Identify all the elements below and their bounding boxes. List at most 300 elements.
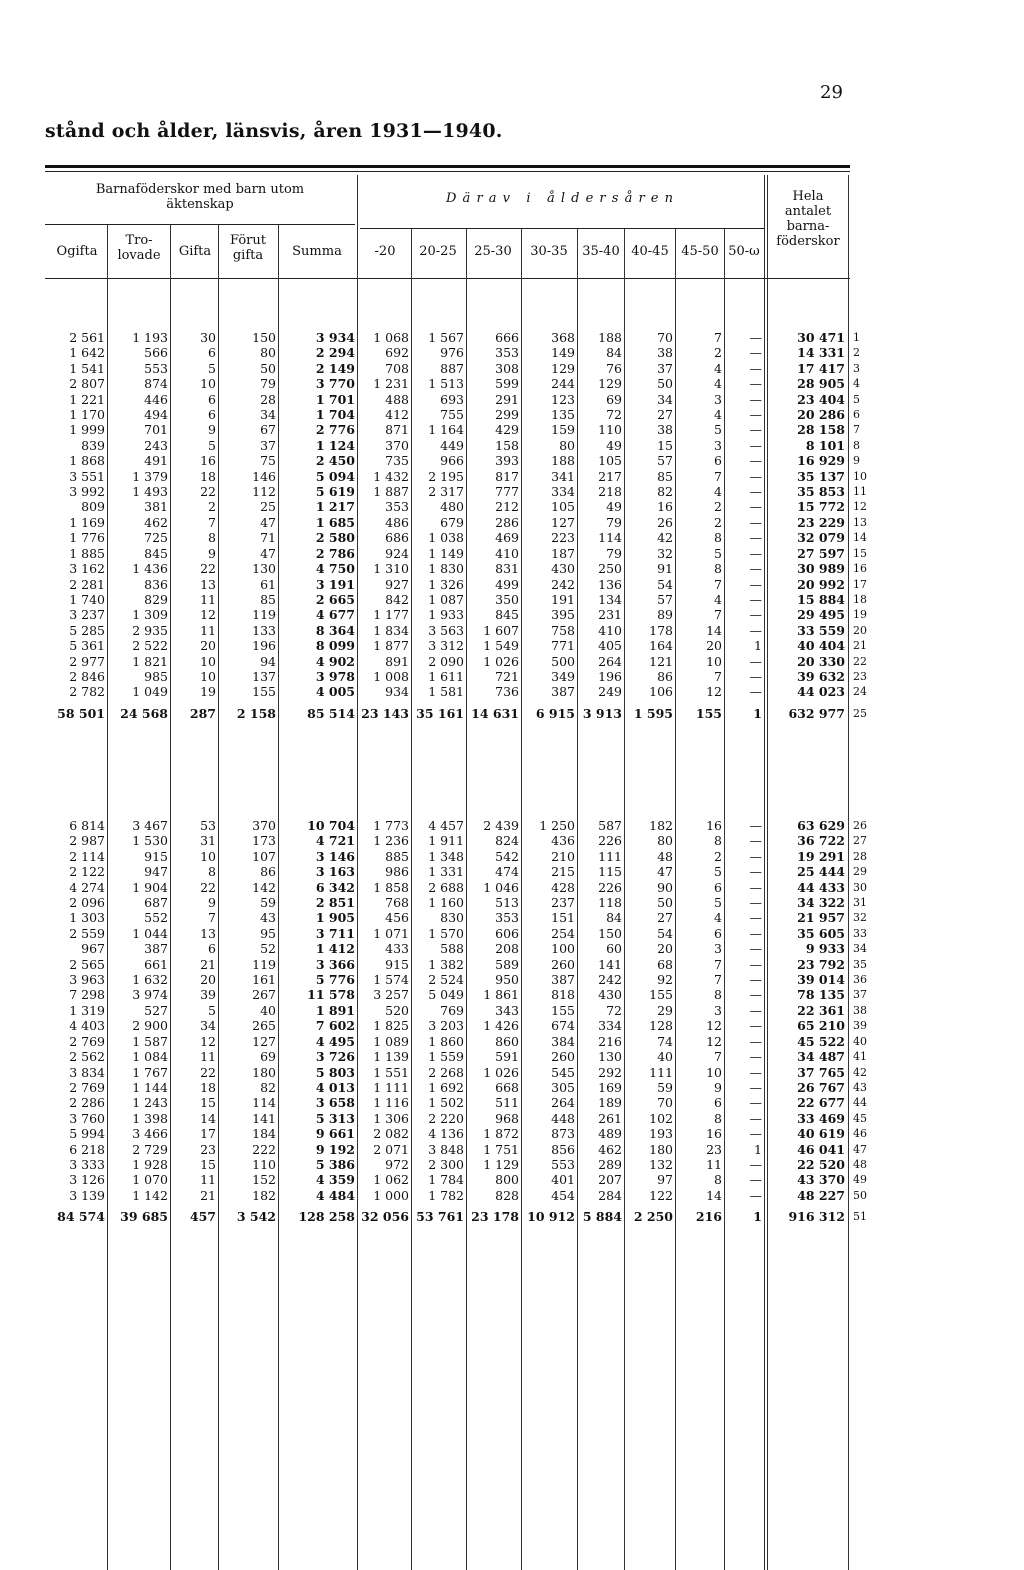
table-cell: 1 574: [373, 972, 409, 988]
table-cell: 11: [706, 1156, 722, 1172]
row-number: 34: [853, 942, 867, 956]
table-cell: 469: [495, 530, 519, 546]
table-cell: 2 286: [69, 1095, 105, 1111]
table-cell: 708: [385, 360, 409, 376]
table-cell: 3: [714, 1002, 722, 1018]
table-row: [45, 895, 877, 910]
table-cell: 18: [200, 1079, 216, 1095]
table-cell: —: [749, 591, 762, 607]
table-cell: 20: [657, 941, 673, 957]
table-cell: —: [749, 879, 762, 895]
row-number: 37: [853, 988, 867, 1002]
table-cell: 2: [714, 499, 722, 515]
table-row: [45, 453, 877, 468]
table-cell: 142: [252, 879, 276, 895]
row-number: 28: [853, 849, 867, 863]
table-cell: 1 581: [428, 684, 464, 700]
table-cell: 250: [598, 561, 622, 577]
table-cell: 1 773: [373, 818, 409, 833]
table-cell: 260: [551, 1049, 575, 1065]
table-cell: 341: [551, 468, 575, 484]
table-cell: 182: [252, 1187, 276, 1203]
table-cell: 2 561: [69, 330, 105, 345]
table-cell: 265: [252, 1018, 276, 1034]
table-cell: 48 227: [797, 1187, 845, 1203]
top-rule: [45, 165, 850, 168]
table-cell: 119: [252, 956, 276, 972]
table-cell: 1 306: [373, 1110, 409, 1126]
total-cell: 53 761: [416, 1209, 464, 1225]
row-number: 44: [853, 1096, 867, 1110]
table-cell: 693: [440, 391, 464, 407]
table-cell: 119: [252, 607, 276, 623]
table-cell: 387: [144, 941, 168, 957]
table-cell: 674: [551, 1018, 575, 1034]
header-group-left: Barnaföderskor med barn utom äktenskap: [95, 182, 305, 212]
table-cell: 3 563: [428, 622, 464, 638]
table-cell: 261: [598, 1110, 622, 1126]
table-cell: 212: [495, 499, 519, 515]
table-cell: 111: [598, 848, 622, 864]
table-cell: 222: [252, 1141, 276, 1157]
table-row: [45, 407, 877, 422]
table-cell: 721: [495, 668, 519, 684]
table-cell: 1 319: [69, 1002, 105, 1018]
row-number: 49: [853, 1173, 867, 1187]
table-cell: 299: [495, 407, 519, 423]
table-cell: 215: [551, 864, 575, 880]
table-cell: 15: [657, 437, 673, 453]
table-cell: 9: [208, 895, 216, 911]
table-cell: 818: [551, 987, 575, 1003]
table-cell: 449: [440, 437, 464, 453]
table-cell: —: [749, 561, 762, 577]
table-cell: 976: [440, 345, 464, 361]
table-cell: 1 701: [315, 391, 355, 407]
table-cell: 71: [260, 530, 276, 546]
table-cell: 777: [495, 484, 519, 500]
table-cell: 6 814: [69, 818, 105, 833]
table-row: [45, 345, 877, 360]
table-cell: 4: [714, 376, 722, 392]
table-cell: 1: [754, 1141, 762, 1157]
table-cell: 151: [551, 910, 575, 926]
table-row: [45, 1142, 877, 1157]
table-cell: 20: [706, 638, 722, 654]
table-cell: 6: [714, 1095, 722, 1111]
table-row: [45, 1157, 877, 1172]
table-cell: 11: [200, 591, 216, 607]
row-number: 18: [853, 592, 867, 606]
table-cell: 17: [200, 1126, 216, 1142]
total-cell: 23 178: [471, 1209, 519, 1225]
table-cell: 188: [598, 330, 622, 345]
table-cell: 4 005: [315, 684, 355, 700]
table-cell: 5 049: [428, 987, 464, 1003]
row-number: 46: [853, 1127, 867, 1141]
table-cell: 3 333: [69, 1156, 105, 1172]
table-cell: 129: [551, 360, 575, 376]
table-cell: 27: [657, 407, 673, 423]
table-cell: 27 597: [797, 545, 845, 561]
table-cell: 184: [252, 1126, 276, 1142]
row-number: 21: [853, 639, 867, 653]
table-cell: 1 587: [132, 1033, 168, 1049]
table-cell: —: [749, 530, 762, 546]
table-cell: 47: [657, 864, 673, 880]
table-row: [45, 515, 877, 530]
table-cell: 128: [649, 1018, 673, 1034]
table-cell: 446: [144, 391, 168, 407]
total-cell: 24 568: [120, 705, 168, 721]
table-cell: —: [749, 622, 762, 638]
col-gifta: Gifta: [178, 244, 212, 259]
table-cell: 196: [252, 638, 276, 654]
table-cell: 32: [657, 545, 673, 561]
table-cell: 106: [649, 684, 673, 700]
table-cell: 1 124: [315, 437, 355, 453]
data-table-section1: [45, 330, 877, 721]
table-cell: 2 807: [69, 376, 105, 392]
table-cell: 180: [252, 1064, 276, 1080]
table-cell: 736: [495, 684, 519, 700]
table-cell: 76: [606, 360, 622, 376]
table-cell: 14: [706, 1187, 722, 1203]
table-cell: 1 861: [483, 987, 519, 1003]
table-cell: 5 803: [315, 1064, 355, 1080]
table-cell: 15: [200, 1156, 216, 1172]
row-number: 29: [853, 865, 867, 879]
table-cell: 2 300: [428, 1156, 464, 1172]
table-cell: 591: [495, 1049, 519, 1065]
table-cell: 28: [260, 391, 276, 407]
table-row: [45, 1018, 877, 1033]
table-cell: 1 541: [69, 360, 105, 376]
table-cell: —: [749, 1172, 762, 1188]
table-cell: 9 661: [315, 1126, 355, 1142]
table-cell: 1 891: [315, 1002, 355, 1018]
table-cell: 3 163: [315, 864, 355, 880]
table-cell: 769: [440, 1002, 464, 1018]
table-cell: 1 412: [315, 941, 355, 957]
table-cell: 588: [440, 941, 464, 957]
table-cell: 4: [714, 910, 722, 926]
table-cell: 3 126: [69, 1172, 105, 1188]
table-row: [45, 376, 877, 391]
table-cell: 9: [208, 422, 216, 438]
table-cell: 874: [144, 376, 168, 392]
table-cell: 75: [260, 453, 276, 469]
table-cell: 1 928: [132, 1156, 168, 1172]
table-cell: 4 457: [428, 818, 464, 833]
col-age-50-omega: 50-ω: [728, 244, 760, 259]
table-cell: 3 467: [132, 818, 168, 833]
table-cell: 14: [200, 1110, 216, 1126]
table-cell: 891: [385, 653, 409, 669]
table-cell: 2: [714, 514, 722, 530]
table-cell: 42: [657, 530, 673, 546]
table-cell: 115: [598, 864, 622, 880]
table-cell: 20: [200, 972, 216, 988]
table-cell: 78 135: [797, 987, 845, 1003]
table-cell: 3 312: [428, 638, 464, 654]
table-cell: 8: [714, 987, 722, 1003]
table-cell: 3 551: [69, 468, 105, 484]
row-number: 25: [853, 706, 867, 720]
row-number: 33: [853, 926, 867, 940]
table-row: [45, 561, 877, 576]
table-cell: 7 298: [69, 987, 105, 1003]
table-cell: 28 905: [797, 376, 845, 392]
table-cell: 1 193: [132, 330, 168, 345]
row-number: 11: [853, 485, 867, 499]
table-cell: 2 114: [69, 848, 105, 864]
table-cell: 34 322: [797, 895, 845, 911]
table-cell: 7 602: [315, 1018, 355, 1034]
table-cell: 334: [551, 484, 575, 500]
table-cell: 7: [714, 468, 722, 484]
table-cell: 61: [260, 576, 276, 592]
table-cell: 38: [657, 422, 673, 438]
table-cell: 1 999: [69, 422, 105, 438]
table-cell: 1 129: [483, 1156, 519, 1172]
total-cell: 155: [695, 705, 722, 721]
table-cell: 137: [252, 668, 276, 684]
table-cell: 8: [208, 864, 216, 880]
table-cell: —: [749, 848, 762, 864]
table-cell: 85: [260, 591, 276, 607]
table-cell: 6 342: [315, 879, 355, 895]
table-cell: 28 158: [797, 422, 845, 438]
table-cell: 1 089: [373, 1033, 409, 1049]
table-cell: 1 821: [132, 653, 168, 669]
table-cell: 254: [551, 925, 575, 941]
table-cell: 856: [551, 1141, 575, 1157]
table-row: [45, 607, 877, 622]
total-cell: 58 501: [57, 705, 105, 721]
col-age-20: -20: [374, 244, 396, 259]
table-cell: 393: [495, 453, 519, 469]
table-cell: 3 366: [315, 956, 355, 972]
total-row: [45, 1203, 877, 1224]
table-cell: 387: [551, 684, 575, 700]
table-cell: 53: [200, 818, 216, 833]
table-cell: 4 495: [315, 1033, 355, 1049]
table-cell: 1 692: [428, 1079, 464, 1095]
header-sub-rule-mid: [360, 228, 765, 229]
table-cell: 1 111: [373, 1079, 409, 1095]
table-row: [45, 1095, 877, 1110]
table-cell: 839: [81, 437, 105, 453]
table-cell: 462: [144, 514, 168, 530]
table-cell: 180: [649, 1141, 673, 1157]
table-cell: 428: [551, 879, 575, 895]
table-cell: 218: [598, 484, 622, 500]
table-cell: 3 848: [428, 1141, 464, 1157]
table-cell: 188: [551, 453, 575, 469]
table-cell: 102: [649, 1110, 673, 1126]
table-cell: 34 487: [797, 1049, 845, 1065]
table-cell: 16: [200, 453, 216, 469]
row-number: 20: [853, 623, 867, 637]
table-cell: 2 071: [373, 1141, 409, 1157]
table-cell: 1 070: [132, 1172, 168, 1188]
header-sub-rule-left: [45, 224, 355, 225]
table-cell: 410: [598, 622, 622, 638]
table-cell: 1 830: [428, 561, 464, 577]
table-cell: 110: [598, 422, 622, 438]
table-cell: 94: [260, 653, 276, 669]
table-cell: 836: [144, 576, 168, 592]
table-cell: 2 769: [69, 1033, 105, 1049]
table-row: [45, 654, 877, 669]
table-cell: 8 364: [315, 622, 355, 638]
table-cell: —: [749, 407, 762, 423]
col-trolovade: Tro-lovade: [117, 233, 161, 263]
table-cell: 2 294: [315, 345, 355, 361]
table-cell: 771: [551, 638, 575, 654]
table-cell: 43 370: [797, 1172, 845, 1188]
table-cell: 7: [714, 330, 722, 345]
table-cell: 11: [200, 622, 216, 638]
table-cell: 1 436: [132, 561, 168, 577]
table-row: [45, 330, 877, 345]
table-cell: 22: [200, 484, 216, 500]
table-cell: 401: [551, 1172, 575, 1188]
total-cell: 84 574: [57, 1209, 105, 1225]
table-row: [45, 880, 877, 895]
table-cell: —: [749, 864, 762, 880]
table-cell: 687: [144, 895, 168, 911]
table-cell: 4 721: [315, 833, 355, 849]
table-cell: 3: [714, 941, 722, 957]
table-cell: —: [749, 330, 762, 345]
table-cell: 343: [495, 1002, 519, 1018]
row-number: 13: [853, 515, 867, 529]
table-row: [45, 833, 877, 848]
table-cell: 44 023: [797, 684, 845, 700]
row-number: 48: [853, 1157, 867, 1171]
table-cell: 4: [714, 360, 722, 376]
table-cell: —: [749, 607, 762, 623]
table-cell: 5 619: [315, 484, 355, 500]
table-cell: 38: [657, 345, 673, 361]
table-cell: 21 957: [797, 910, 845, 926]
table-cell: 817: [495, 468, 519, 484]
table-cell: 133: [252, 622, 276, 638]
total-cell: 5 884: [582, 1209, 622, 1225]
table-cell: 1 331: [428, 864, 464, 880]
table-cell: 19: [200, 684, 216, 700]
table-cell: 39 014: [797, 972, 845, 988]
table-cell: 520: [385, 1002, 409, 1018]
table-row: [45, 684, 877, 699]
table-cell: 289: [598, 1156, 622, 1172]
table-cell: 2 090: [428, 653, 464, 669]
table-cell: 2 122: [69, 864, 105, 880]
table-cell: 12: [706, 684, 722, 700]
table-cell: 2 565: [69, 956, 105, 972]
table-cell: 606: [495, 925, 519, 941]
table-cell: 370: [252, 818, 276, 833]
page-number: 29: [820, 82, 843, 103]
table-cell: 33 469: [797, 1110, 845, 1126]
table-cell: 155: [551, 1002, 575, 1018]
table-cell: 2: [714, 848, 722, 864]
table-cell: 511: [495, 1095, 519, 1111]
table-cell: 118: [598, 895, 622, 911]
table-cell: —: [749, 818, 762, 833]
table-cell: 1 049: [132, 684, 168, 700]
table-cell: 4 403: [69, 1018, 105, 1034]
table-cell: 845: [144, 545, 168, 561]
table-cell: 3 963: [69, 972, 105, 988]
table-cell: 871: [385, 422, 409, 438]
table-cell: 7: [714, 668, 722, 684]
table-cell: 13: [200, 925, 216, 941]
table-cell: 5: [208, 360, 216, 376]
table-cell: —: [749, 376, 762, 392]
table-cell: 5: [714, 864, 722, 880]
table-cell: 18: [200, 468, 216, 484]
table-row: [45, 438, 877, 453]
table-cell: 36 722: [797, 833, 845, 849]
row-number: 26: [853, 819, 867, 832]
row-number: 6: [853, 408, 860, 422]
total-cell: 14 631: [471, 705, 519, 721]
table-cell: 46 041: [797, 1141, 845, 1157]
row-number: 42: [853, 1065, 867, 1079]
table-cell: 27: [657, 910, 673, 926]
table-cell: 1 549: [483, 638, 519, 654]
table-cell: 130: [598, 1049, 622, 1065]
table-cell: 1 144: [132, 1079, 168, 1095]
table-cell: 37 765: [797, 1064, 845, 1080]
total-cell: 3 542: [236, 1209, 276, 1225]
table-cell: 10: [706, 653, 722, 669]
table-cell: 21: [200, 956, 216, 972]
table-cell: 11 578: [307, 987, 355, 1003]
table-cell: —: [749, 941, 762, 957]
table-cell: 5: [714, 895, 722, 911]
row-number: 31: [853, 896, 867, 910]
table-cell: 50: [657, 895, 673, 911]
col-age-20-25: 20-25: [419, 244, 457, 259]
table-cell: 6: [208, 345, 216, 361]
table-cell: 1 513: [428, 376, 464, 392]
table-cell: 59: [260, 895, 276, 911]
table-cell: 566: [144, 345, 168, 361]
table-cell: 350: [495, 591, 519, 607]
table-row: [45, 361, 877, 376]
table-cell: 349: [551, 668, 575, 684]
table-cell: 8: [714, 833, 722, 849]
table-cell: 1 567: [428, 330, 464, 345]
table-cell: 7: [714, 956, 722, 972]
table-cell: 35 137: [797, 468, 845, 484]
table-cell: 381: [144, 499, 168, 515]
table-cell: 164: [649, 638, 673, 654]
table-cell: 1 087: [428, 591, 464, 607]
table-cell: 1 432: [373, 468, 409, 484]
table-cell: 3: [714, 437, 722, 453]
row-number: 9: [853, 454, 860, 468]
top-rule-thin: [45, 171, 850, 172]
table-cell: 114: [252, 1095, 276, 1111]
table-row: [45, 926, 877, 941]
table-cell: 1 782: [428, 1187, 464, 1203]
table-cell: 34: [657, 391, 673, 407]
